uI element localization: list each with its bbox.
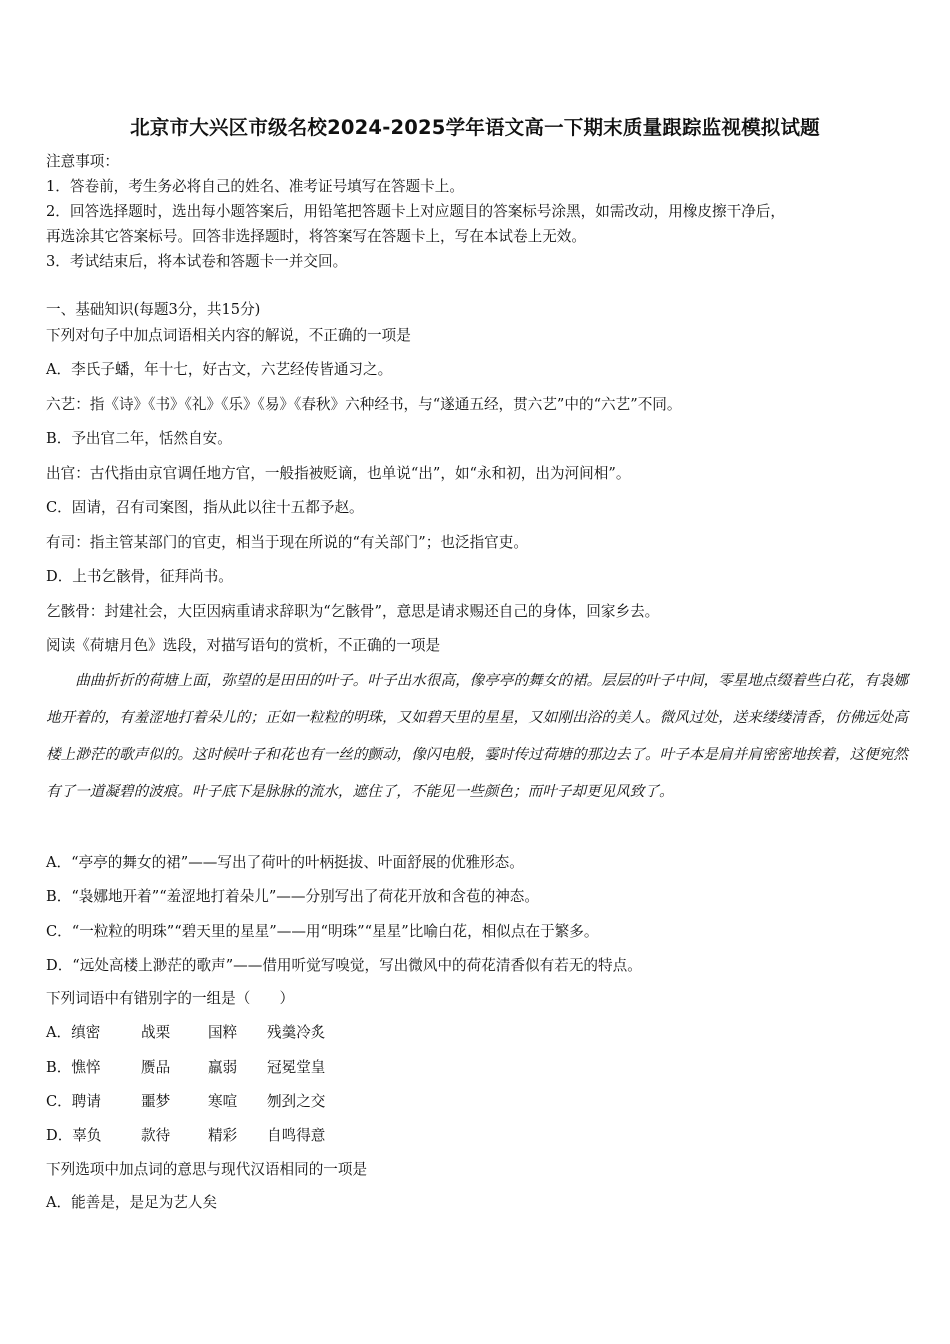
word-cell: 冠冕堂皇 [267,1059,326,1076]
word-cell: 自鸣得意 [267,1127,326,1144]
reading-passage: 曲曲折折的荷塘上面，弥望的是田田的叶子。叶子出水很高，像亭亭的舞女的裙。层层的叶子中间，零星地点缀着些白花，有袅娜地开着的，有羞涩地打着朵儿的；正如一粒粒的明珠，又如碧天里的星星，又如刚出浴的美人。微风过处，送来缕缕清香，仿佛远处高楼上渺茫的歌声似的。这时候叶子和花也有一丝的颤动，像闪电般，霎时传过荷塘的那边去了。叶子本是肩并肩密密地挨着，这便宛然有了一道凝碧的波痕。叶子底下是脉脉的流水，遮住了，不能见一些颜色；而叶子却更见风致了。 [46,672,908,800]
notice-item-1: 1．答卷前，考生务必将自己的姓名、准考证号填写在答题卡上。 [46,178,464,195]
word-cell: 噩梦 [141,1093,171,1110]
question-1-option-c: C．固请，召有司案图，指从此以往十五都予赵。 [46,499,364,516]
notice-item-3: 3．考试结束后，将本试卷和答题卡一并交回。 [46,253,348,270]
word-cell: 国粹 [208,1024,238,1041]
word-cell: A．缜密 [46,1024,101,1041]
word-cell: C．聘请 [46,1093,101,1110]
word-cell: 羸弱 [208,1059,238,1076]
question-1-option-b: B．予出官二年，恬然自安。 [46,430,232,447]
word-cell: D．辜负 [46,1127,102,1144]
question-2-option-a: A．“亭亭的舞女的裙”——写出了荷叶的叶柄挺拔、叶面舒展的优雅形态。 [46,854,524,871]
word-cell: 残羹冷炙 [267,1024,326,1041]
notice-heading: 注意事项： [46,153,119,170]
question-2-option-d: D．“远处高楼上渺茫的歌声”——借用听觉写嗅觉，写出微风中的荷花清香似有若无的特点。 [46,957,642,974]
word-cell: 刎刭之交 [267,1093,326,1110]
section-heading: 一、基础知识(每题3分，共15分) [46,301,261,318]
question-1-option-d-note: 乞骸骨：封建社会，大臣因病重请求辞职为“乞骸骨”，意思是请求赐还自己的身体，回家乡去。 [46,603,660,620]
question-2-option-b: B．“袅娜地开着”“羞涩地打着朵儿”——分别写出了荷花开放和含苞的神态。 [46,888,539,905]
question-4-stem: 下列选项中加点词的意思与现代汉语相同的一项是 [46,1161,368,1178]
question-1-option-b-note: 出官：古代指由京官调任地方官，一般指被贬谪，也单说“出”，如“永和初，出为河间相”。 [46,465,631,482]
question-1-option-a: A．李氏子蟠，年十七，好古文，六艺经传皆通习之。 [46,361,393,378]
page-title: 北京市大兴区市级名校2024-2025学年语文高一下期末质量跟踪监视模拟试题 [130,116,820,139]
question-1-stem: 下列对句子中加点词语相关内容的解说，不正确的一项是 [46,327,411,344]
question-1-option-c-note: 有司：指主管某部门的官吏，相当于现在所说的“有关部门”；也泛指官吏。 [46,534,528,551]
question-3-stem: 下列词语中有错别字的一组是（ ） [46,990,295,1007]
notice-item-2-line-2: 再选涂其它答案标号。回答非选择题时，将答案写在答题卡上，写在本试卷上无效。 [46,228,586,245]
word-cell: 赝品 [141,1059,171,1076]
question-2-option-c: C．“一粒粒的明珠”“碧天里的星星”——用“明珠”“星星”比喻白花，相似点在于繁多。 [46,923,599,940]
word-cell: B．憔悴 [46,1059,101,1076]
word-cell: 精彩 [208,1127,238,1144]
word-cell: 寒喧 [208,1093,238,1110]
word-cell: 款待 [141,1127,171,1144]
question-2-stem: 阅读《荷塘月色》选段，对描写语句的赏析，不正确的一项是 [46,637,441,654]
question-4-option-a: A．能善是，是足为艺人矣 [46,1194,218,1211]
question-1-option-a-note: 六艺：指《诗》《书》《礼》《乐》《易》《春秋》六种经书，与“遂通五经，贯六艺”中的“六艺”不同。 [46,396,682,413]
question-1-option-d: D．上书乞骸骨，征拜尚书。 [46,568,233,585]
notice-item-2-line-1: 2．回答选择题时，选出每小题答案后，用铅笔把答题卡上对应题目的答案标号涂黑，如需改动，用橡皮擦干净后， [46,203,785,220]
word-cell: 战栗 [141,1024,171,1041]
